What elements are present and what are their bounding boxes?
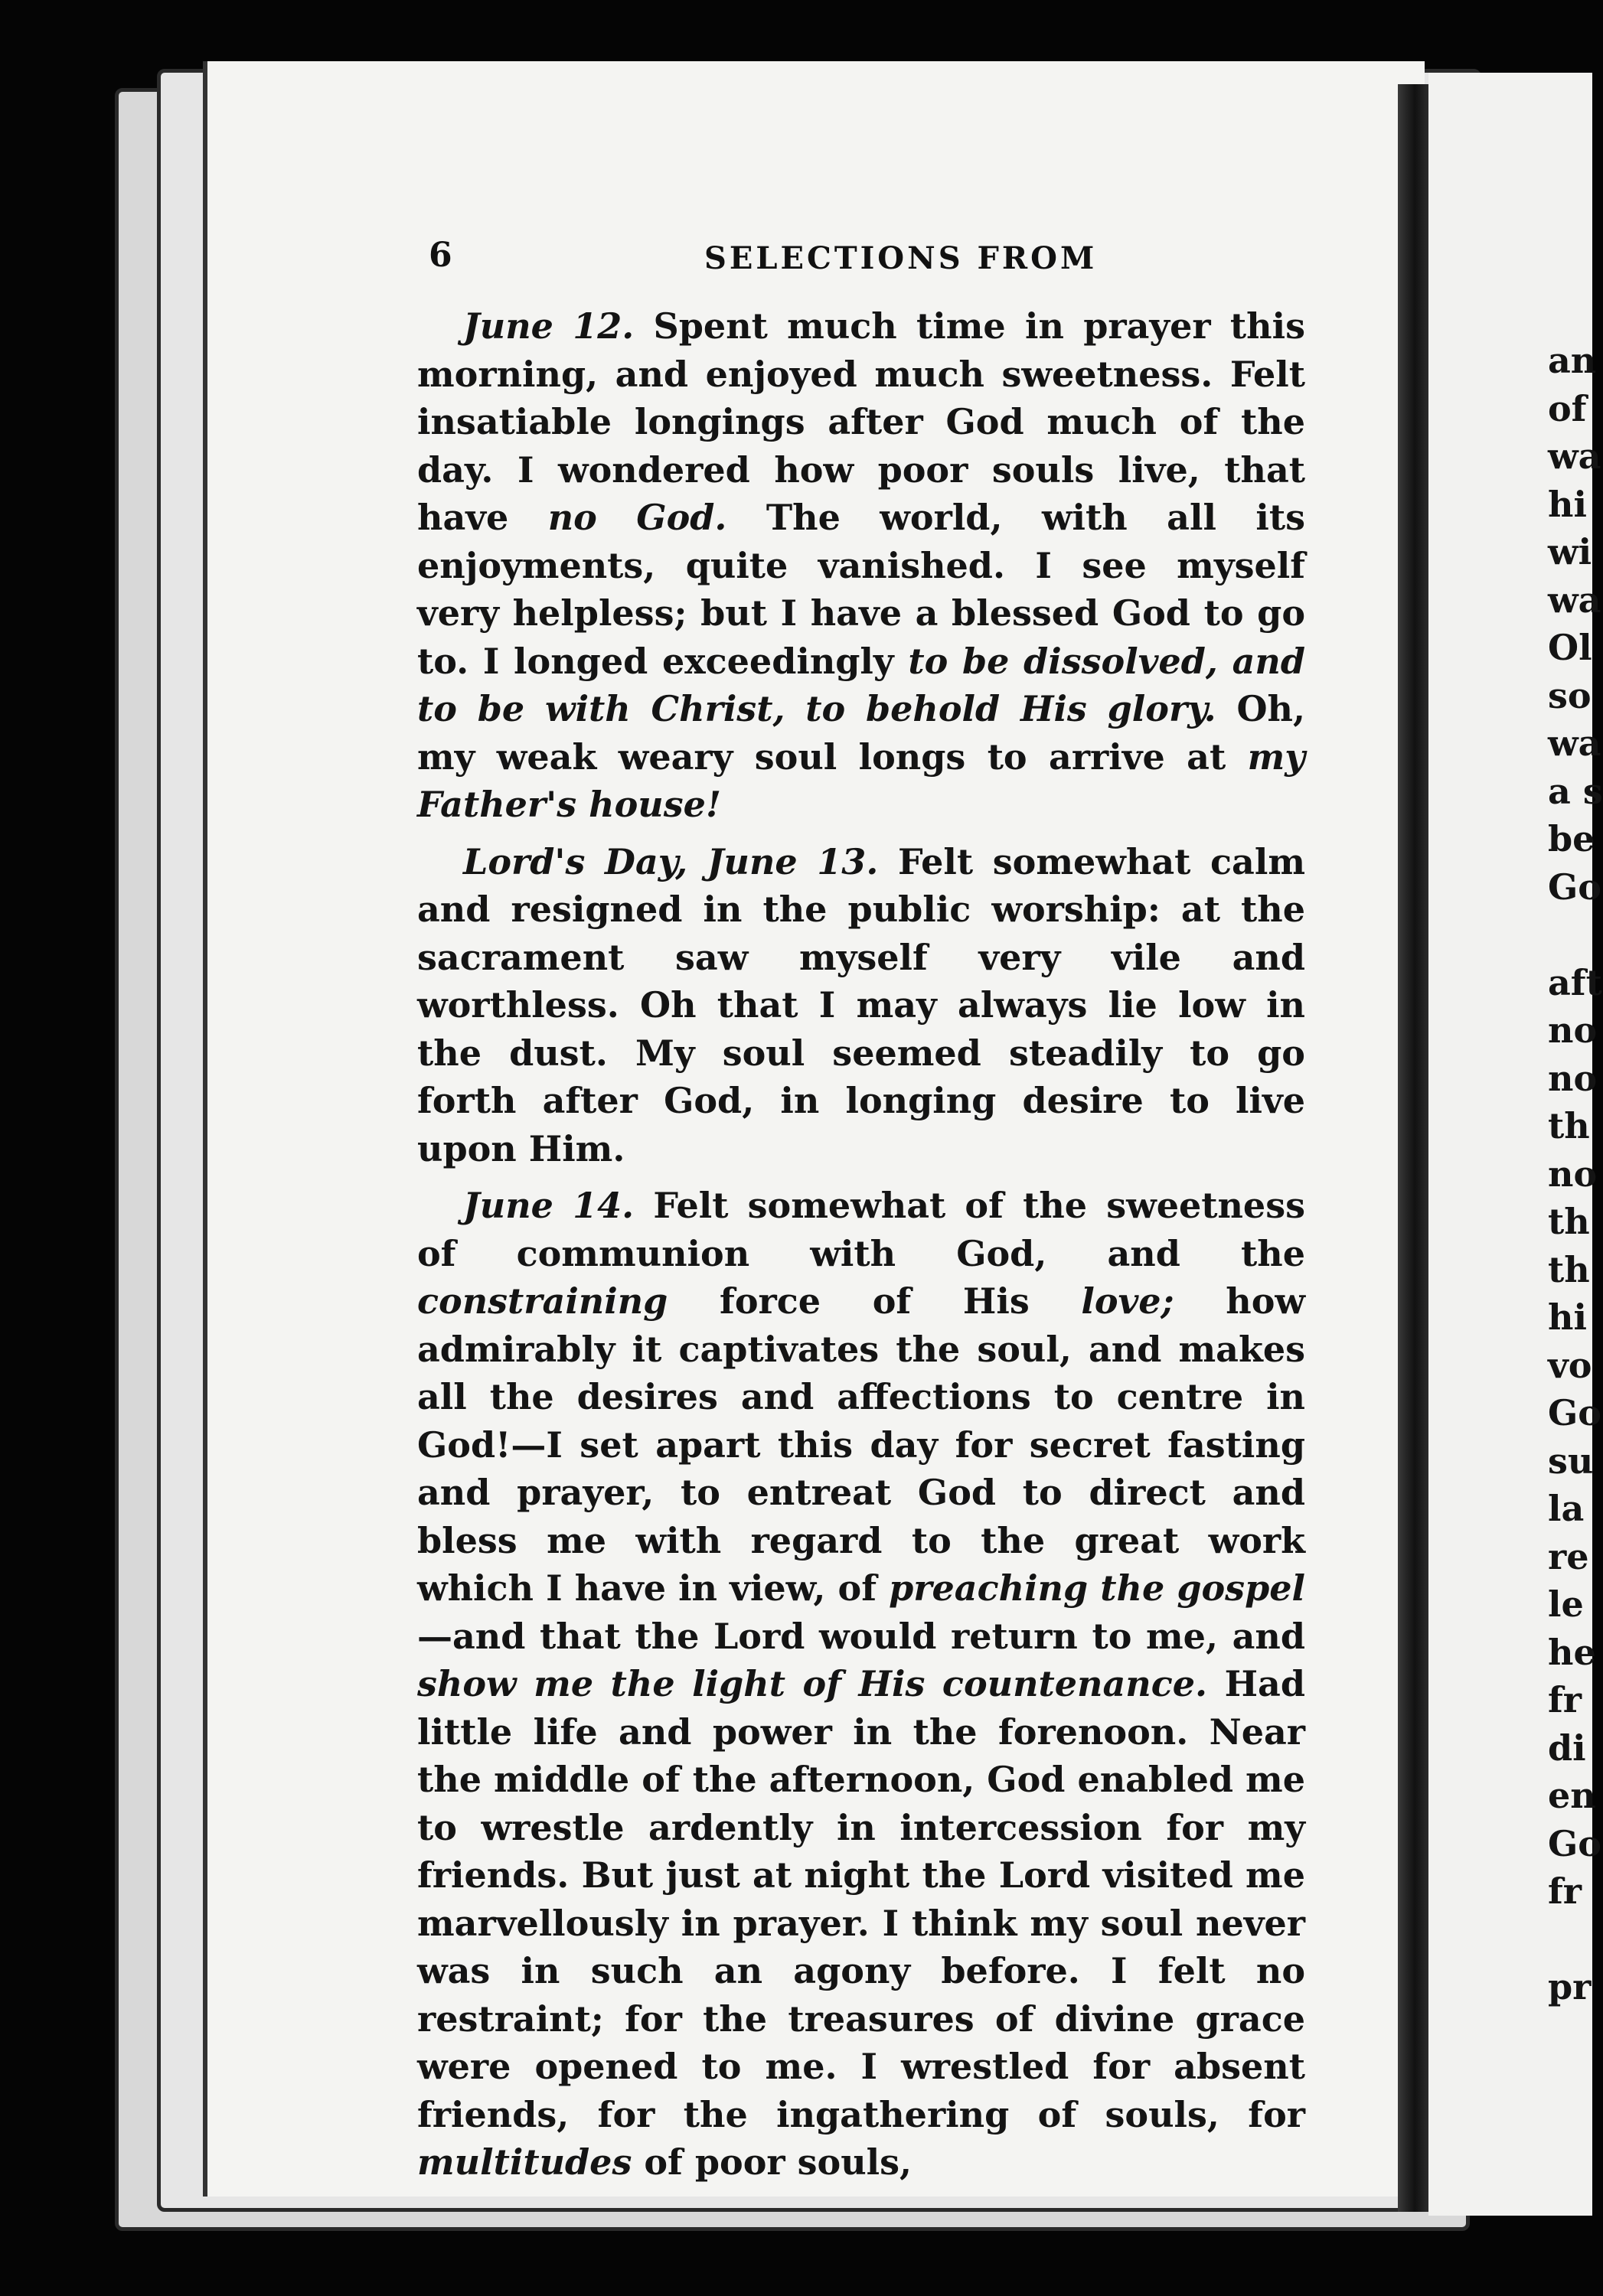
facing-page-fragment: Go	[1548, 866, 1601, 908]
facing-page-fragment: hi	[1548, 1296, 1587, 1338]
page-header	[429, 236, 1271, 282]
facing-page-fragment: th	[1548, 1201, 1590, 1242]
facing-page-fragment: la	[1548, 1488, 1585, 1529]
entry-text: The world, with all its enjoyments, quite vanished. I see myself very helpless; but I have a blessed God to go to. I longed exceedingly	[417, 497, 1305, 682]
italic-text: preaching the gospel	[889, 1567, 1305, 1609]
entry-text: Felt somewhat of the sweetness of communion with God, and the	[417, 1185, 1305, 1274]
facing-page-text	[1548, 337, 1603, 2011]
entry-text: of poor souls,	[632, 2141, 913, 2183]
facing-page-fragment: Go	[1548, 1822, 1601, 1864]
page-number: 6	[429, 236, 452, 275]
entry-date: June 12.	[463, 305, 635, 347]
facing-page-fragment: no	[1548, 1057, 1598, 1099]
italic-text: constraining	[417, 1280, 668, 1322]
facing-page-fragment: fr	[1548, 1870, 1582, 1912]
facing-page-fragment: fr	[1548, 1679, 1582, 1720]
facing-page-fragment: an	[1548, 340, 1597, 381]
entry-text: Had little life and power in the forenoon. Near the middle of the afternoon, God enabled me to wrestle ardently in intercession for my friends. But just at night the Lord visited me marvellously in prayer. I think my soul never was in such an agony before. I felt no restraint; for the treasures of divine grace were opened to me. I wrestled for absent friends, for the ingathering of souls, for	[417, 1663, 1305, 2135]
facing-page-fragment: wa	[1548, 579, 1601, 621]
entry-text: how admirably it captivates the soul, and makes all the desires and affections to centre in God!—I set apart this day for secret fasting and prayer, to entreat God to direct and bless me with regard to the great work which I have in view, of	[417, 1280, 1305, 1609]
facing-page-fragment: th	[1548, 1105, 1590, 1146]
facing-page-fragment: vo	[1548, 1344, 1592, 1386]
book-gutter	[1398, 84, 1428, 2212]
facing-page-fragment: en	[1548, 1775, 1596, 1816]
body-text	[417, 302, 1305, 2196]
entry-date: Lord's Day, June 13.	[463, 840, 879, 882]
italic-text: show me the light of His countenance.	[417, 1663, 1208, 1704]
facing-page-fragment: wa	[1548, 722, 1601, 764]
journal-entry	[417, 1182, 1305, 2187]
entry-text: —and that the Lord would return to me, and	[417, 1615, 1305, 1657]
facing-page-fragment: su	[1548, 1440, 1594, 1482]
facing-page-fragment	[1548, 911, 1592, 959]
journal-entry	[417, 838, 1305, 1173]
entry-date: June 14.	[463, 1185, 635, 1226]
journal-entry	[417, 302, 1305, 829]
facing-page-fragment: re	[1548, 1535, 1589, 1577]
facing-page-fragment: so	[1548, 674, 1592, 716]
italic-text: my Father's house!	[417, 735, 1305, 825]
facing-page-fragment: pr	[1548, 1966, 1592, 2007]
entry-text: force of His	[668, 1280, 1082, 1322]
facing-page-fragment: le	[1548, 1583, 1584, 1625]
italic-text: multitudes	[417, 2141, 632, 2183]
facing-page-fragment: wi	[1548, 531, 1592, 572]
facing-page-fragment: aft	[1548, 961, 1602, 1003]
facing-page-fragment: Go	[1548, 1392, 1601, 1433]
italic-text: no God.	[547, 497, 727, 538]
facing-page-fragment: hi	[1548, 483, 1587, 525]
facing-page-fragment: no	[1548, 1153, 1598, 1195]
entry-text: Felt somewhat calm and resigned in the public worship: at the sacrament saw myself very vile and worthless. Oh that I may always lie low in the dust. My soul seemed steadily to go forth after God, in longing desire to live upon Him.	[417, 840, 1305, 1169]
running-head: SELECTIONS FROM	[704, 240, 1098, 276]
facing-page-fragment: wa	[1548, 435, 1601, 477]
facing-page-fragment: no	[1548, 1009, 1598, 1051]
entry-text: Spent much time in prayer this morning, and enjoyed much sweetness. Felt insatiable longings after God much of the day. I wondered how poor souls live, that have	[417, 305, 1305, 538]
facing-page-fragment: th	[1548, 1248, 1590, 1290]
entry-text: Oh, my weak weary soul longs to arrive at	[417, 688, 1306, 778]
facing-page-fragment: di	[1548, 1727, 1586, 1769]
facing-page-fragment: be	[1548, 818, 1595, 859]
facing-page-fragment	[1548, 1916, 1592, 1964]
facing-page-fragment: Ol	[1548, 627, 1592, 668]
italic-text: love;	[1081, 1280, 1174, 1322]
italic-text: to be dissolved, and to be with Christ, to behold His glory.	[417, 640, 1305, 729]
facing-page-fragment: he	[1548, 1631, 1596, 1673]
facing-page-fragment: a s	[1548, 770, 1603, 812]
facing-page-fragment: of	[1548, 387, 1587, 429]
